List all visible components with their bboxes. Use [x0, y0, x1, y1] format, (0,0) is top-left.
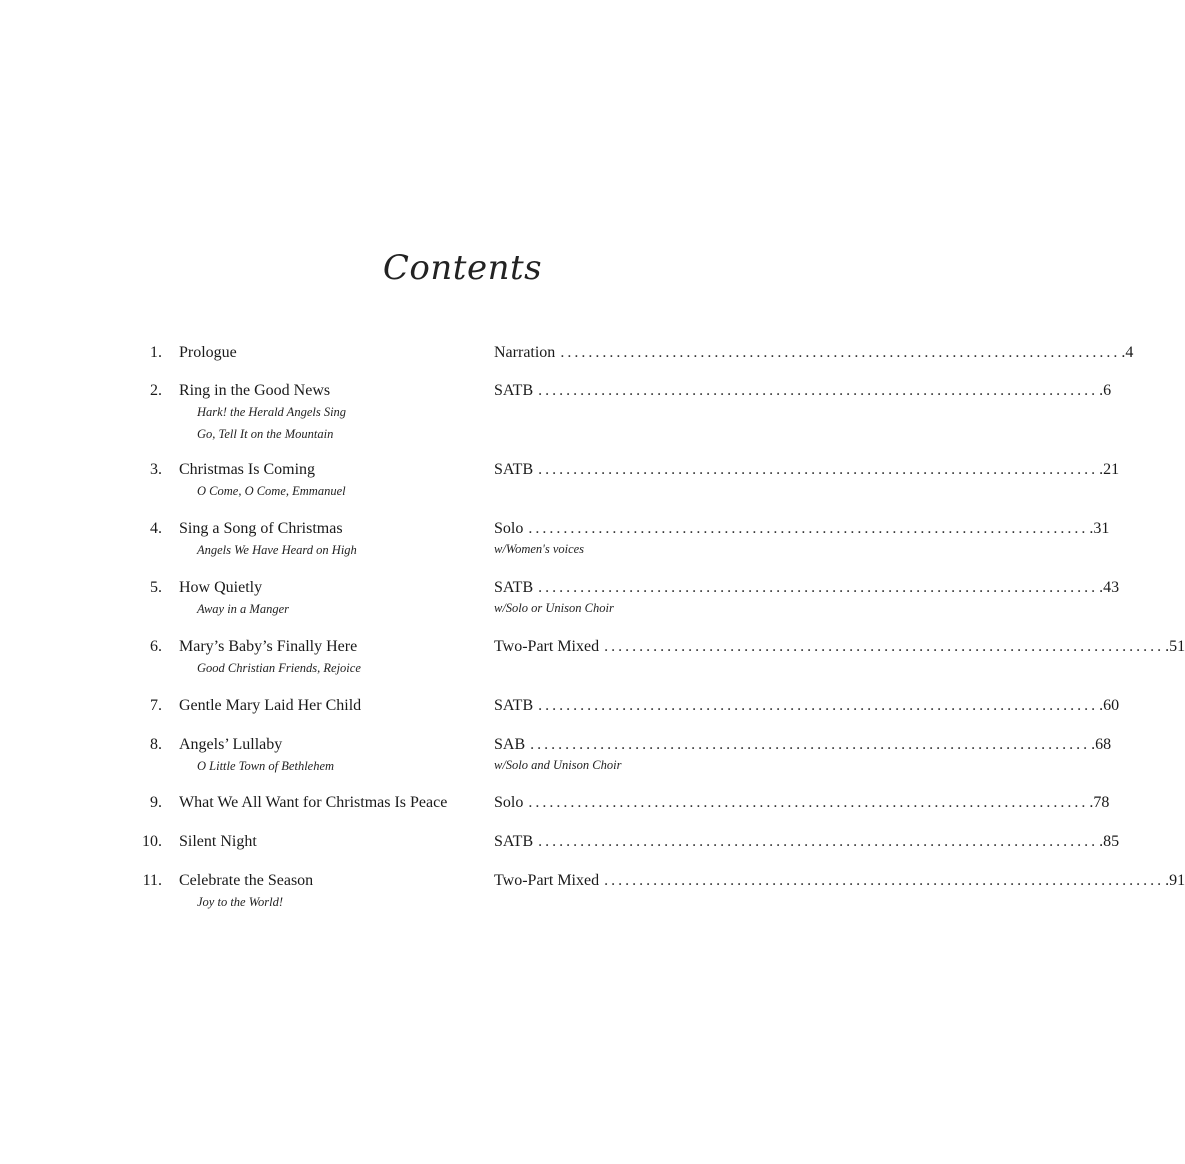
dot-leader: ................................................................................	[604, 872, 1165, 889]
entry-page-number: .31	[1089, 520, 1110, 537]
entry-voicing: SATB	[494, 833, 534, 850]
entry-title: Christmas Is Coming	[179, 461, 316, 478]
entry-number: 6.	[150, 638, 162, 655]
dot-leader: ................................................................................	[528, 520, 1089, 537]
entry-number: 4.	[150, 520, 162, 537]
entry-subtitle: Good Christian Friends, Rejoice	[197, 661, 361, 675]
dot-leader: ................................................................................	[604, 638, 1165, 655]
entry-subtitle: Angels We Have Heard on High	[197, 543, 357, 557]
entry-page-number: .21	[1099, 461, 1120, 478]
entry-voicing-note: w/Solo and Unison Choir	[494, 758, 622, 772]
dot-leader: ................................................................................	[560, 344, 1121, 361]
entry-page-number: .78	[1089, 794, 1110, 811]
entry-title: Gentle Mary Laid Her Child	[179, 697, 362, 714]
voicing-line	[494, 343, 1134, 363]
entry-subtitle: Hark! the Herald Angels Sing	[197, 405, 347, 419]
entry-title: How Quietly	[179, 579, 263, 596]
entry-title: Mary’s Baby’s Finally Here	[179, 638, 358, 655]
voicing-line	[494, 696, 1120, 716]
voicing-line	[494, 832, 1120, 852]
entry-title: Celebrate the Season	[179, 872, 314, 889]
entry-subtitle: Joy to the World!	[197, 895, 283, 909]
entry-number: 2.	[150, 382, 162, 399]
entry-voicing: SATB	[494, 461, 534, 478]
dot-leader: ................................................................................	[530, 736, 1091, 753]
entry-page-number: .4	[1121, 344, 1134, 361]
dot-leader: ................................................................................	[538, 579, 1099, 596]
entry-voicing-note: w/Women's voices	[494, 542, 585, 556]
dot-leader: ................................................................................	[538, 833, 1099, 850]
entry-number: 5.	[150, 579, 162, 596]
entry-voicing: Two-Part Mixed	[494, 638, 600, 655]
entry-subtitle: O Little Town of Bethlehem	[197, 759, 335, 773]
entry-title: Ring in the Good News	[179, 382, 331, 399]
entry-voicing: SATB	[494, 382, 534, 399]
entry-voicing: Solo	[494, 794, 524, 811]
entry-subtitle: Go, Tell It on the Mountain	[197, 427, 334, 441]
entry-number: 3.	[150, 461, 162, 478]
entry-page-number: .6	[1099, 382, 1112, 399]
voicing-line	[494, 578, 1120, 598]
entry-voicing: SATB	[494, 697, 534, 714]
entry-title: Sing a Song of Christmas	[179, 520, 343, 537]
entry-subtitle: O Come, O Come, Emmanuel	[197, 484, 346, 498]
voicing-line	[494, 519, 1110, 539]
entry-number: 9.	[150, 794, 162, 811]
entry-number: 1.	[150, 344, 162, 361]
entry-title: What We All Want for Christmas Is Peace	[179, 794, 448, 811]
dot-leader: ................................................................................	[538, 697, 1099, 714]
entry-page-number: .60	[1099, 697, 1120, 714]
entry-page-number: .43	[1099, 579, 1120, 596]
entry-page-number: .68	[1091, 736, 1112, 753]
voicing-line	[494, 637, 1185, 657]
entry-voicing: SAB	[494, 736, 526, 753]
entry-voicing-note: w/Solo or Unison Choir	[494, 601, 614, 615]
dot-leader: ................................................................................	[538, 461, 1099, 478]
entry-voicing: Two-Part Mixed	[494, 872, 600, 889]
entry-subtitle: Away in a Manger	[197, 602, 290, 616]
entry-page-number: .85	[1099, 833, 1120, 850]
voicing-line	[494, 460, 1120, 480]
entry-page-number: .91	[1165, 872, 1185, 889]
entry-title: Prologue	[179, 344, 237, 361]
voicing-line	[494, 381, 1112, 401]
voicing-line	[494, 871, 1185, 891]
voicing-line	[494, 793, 1110, 813]
entry-voicing: Narration	[494, 344, 556, 361]
page-title: Contents	[382, 248, 543, 288]
entry-voicing: Solo	[494, 520, 524, 537]
entry-number: 7.	[150, 697, 162, 714]
entry-number: 11.	[142, 872, 162, 889]
entry-voicing: SATB	[494, 579, 534, 596]
dot-leader: ................................................................................	[528, 794, 1089, 811]
entry-number: 8.	[150, 736, 162, 753]
voicing-line	[494, 735, 1112, 755]
dot-leader: ................................................................................	[538, 382, 1099, 399]
entry-title: Silent Night	[179, 833, 257, 850]
entry-number: 10.	[142, 833, 162, 850]
entry-title: Angels’ Lullaby	[179, 736, 283, 753]
entry-page-number: .51	[1165, 638, 1185, 655]
